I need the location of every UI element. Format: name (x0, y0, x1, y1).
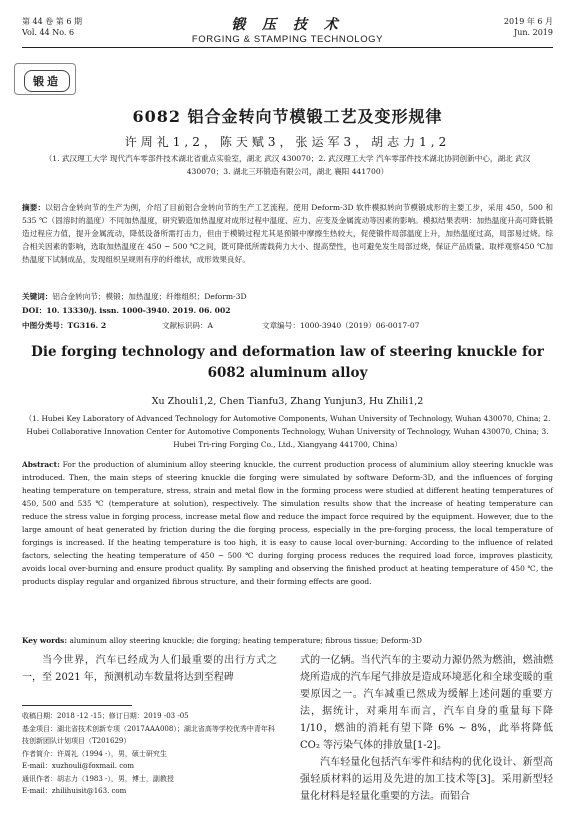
keywords-en (22, 634, 553, 647)
footnotes (22, 710, 277, 798)
authors-cn: 许周礼1,2，陈天赋3，张运军3，胡志力1,2 (124, 135, 451, 149)
footnote-fund: 基金项目：湖北省技术创新专项（2017AAA008）；湖北省高等学校优秀中青年科技创新团队计划项目（T201629） (22, 724, 275, 745)
title-en: Die forging technology and deformation law of steering knuckle for 6082 aluminum alloy (31, 344, 544, 381)
running-header (22, 16, 553, 50)
volume-en: Vol. 44 No. 6 (22, 28, 75, 37)
keywords-cn (22, 290, 553, 303)
document-code: 文献标识码：A (162, 321, 214, 330)
abstract-cn-text: 以铝合金转向节的生产为例，介绍了目前铝合金转向节的生产工艺流程。使用 Deform-3D 软件模拟转向节模锻成形的主要工步，采用 450，500 和 535 ℃（固溶时的温度）不同加热温度，研究锻造加热温度对成形过程中温度、应力、应变及金属流动等因素的影响。模拟结果表明：加热温度升高可降低锻造过程应力值，提升金属流动，降低设备所需打击力，但由于模锻过程尤其是预锻中摩擦生热较大，促使锻件局部温度上升，加热温度过高，局部易过烧。综合相关因素的影响，选取加热温度在 450 ~ 500 ℃之间，既可降低所需载荷力大小、提高塑性，也可避免发生局部过烧，保证产品质量。取样观察450 ℃加热温度下试制成品，发现组织呈规则有序的纤维状，成形效果良好。 (22, 203, 553, 264)
footnote-rule (22, 705, 132, 706)
abstract-cn-label: 摘要： (22, 203, 46, 212)
body-left-column: 当今世界，汽车已经成为人们最重要的出行方式之一，至 2021 年，预测机动车数量将达到至程碑 (22, 655, 277, 683)
clc-number: 中图分类号：TG316. 2 (22, 321, 107, 330)
abstract-en-label: Abstract: (22, 460, 60, 469)
keywords-en-text: aluminum alloy steering knuckle; die forging; heating temperature; fibrous tissue; Deform-3D (69, 636, 422, 645)
abstract-cn (22, 201, 553, 266)
doi: DOI：10. 13330/j. issn. 1000-3940. 2019. 06. 002 (22, 306, 231, 315)
abstract-en (22, 458, 553, 588)
title-cn: 6082 铝合金转向节模锻工艺及变形规律 (132, 107, 443, 126)
issue-date (504, 16, 553, 38)
keywords-en-label: Key words: (22, 636, 68, 645)
article-id: 文章编号：1000-3940（2019）06-0017-07 (262, 321, 420, 330)
affiliation-cn: （1. 武汉理工大学 现代汽车零部件技术湖北省重点实验室，湖北 武汉 430070；2. 武汉理工大学 汽车零部件技术湖北协同创新中心，湖北 武汉 430070；3. 湖北三环锻造有限公司，湖北 襄阳 441700） (44, 154, 531, 176)
footnote-email: E-mail：zhilihuisit@163. com (22, 787, 127, 795)
body-paragraph: 式的一亿辆。当代汽车的主要动力源仍然为燃油，燃油燃烧所造成的汽车尾气排放是造成环境恶化和全球变暖的重要原因之一。汽车减重已然成为缓解上述问题的重要方法，据统计，对乘用车而言，汽车自身的重量每下降 1/10，燃油的消耗有望下降 6% ~ 8%，此举将降低 CO₂ 等污染气体的排放量[1-2]。 (300, 655, 553, 751)
date-en: Jun. 2019 (514, 28, 553, 37)
date-cn: 2019 年 6 月 (503, 17, 553, 26)
volume-cn: 第 44 卷 第 6 期 (22, 17, 82, 26)
keywords-cn-text: 铝合金转向节；模锻；加热温度；纤维组织；Deform-3D (52, 292, 247, 301)
body-paragraph: 汽车轻量化包括汽车零件和结构的优化设计、新型高强轻质材料的运用及先进的加工技术等[3]。采用新型轻量化材料是轻量化重要的方法。而铝合 (300, 757, 553, 802)
footnote-email: E-mail：xuzhouli@foxmail. com (22, 762, 135, 770)
authors-en: Xu Zhouli1,2, Chen Tianfu3, Zhang Yunjun3, Hu Zhili1,2 (151, 396, 424, 407)
journal-name (22, 16, 553, 46)
column-tag: 锻造 (24, 70, 70, 92)
footnote-corresponding: 通讯作者：胡志力（1983 -），男，博士，副教授 (22, 774, 174, 783)
body-right-column (300, 652, 553, 805)
abstract-en-text: For the production of aluminium alloy steering knuckle, the current production process of aluminium alloy steering knuckle was introduced. Then, the main steps of steering knuckle die forging were simulated by software Deform-3D, and the influences of forging heating temperature on temperature, stress, strain and metal flow in the forming process were studied at different heating temperatures of 450, 500 and 535 ℃ (temperature at solution), respectively. The simulation results show that the increase of heating temperature can reduce the stress value in forging process, increase metal flow and reduce the impact force required by the equipment. However, due to the large amount of heat generated by friction during the die forging process, especially in the pre-forging process, the local temperature of forgings is increased. If the heating temperature is too high, it is easy to cause local over-burning. According to the influence of related factors, selecting the heating temperature of 450 ~ 500 ℃ during forging process reduces the required load force, improves plasticity, avoids local over-burning and ensure product quality. By sampling and observing the finished product at heating temperature of 450 ℃, the products display regular and organized fibrous structure, and their forming effects are good. (22, 460, 553, 586)
footnote-author: 作者简介：许周礼（1994 -），男，硕士研究生 (22, 749, 167, 758)
classification-line (22, 319, 553, 332)
journal-name-en: FORGING & STAMPING TECHNOLOGY (191, 34, 384, 45)
footnote-received: 收稿日期：2018 -12 -15；修订日期：2019 -03 -05 (22, 712, 189, 720)
affiliation-en: （1. Hubei Key Laboratory of Advanced Technology for Automotive Components, Wuhan University of Technology, Wuhan 430070, China; 2. Hubei Collaborative Innovation Center for Automotive Components Technology, Wuhan University of Technology, Wuhan 430070, China; 3. Hubei Tri-ring Forging Co., Ltd., Xiangyang 441700, China） (24, 414, 551, 449)
keywords-cn-label: 关键词： (22, 292, 53, 301)
journal-name-cn: 锻 压 技 术 (231, 17, 344, 33)
header-rule (22, 47, 553, 48)
